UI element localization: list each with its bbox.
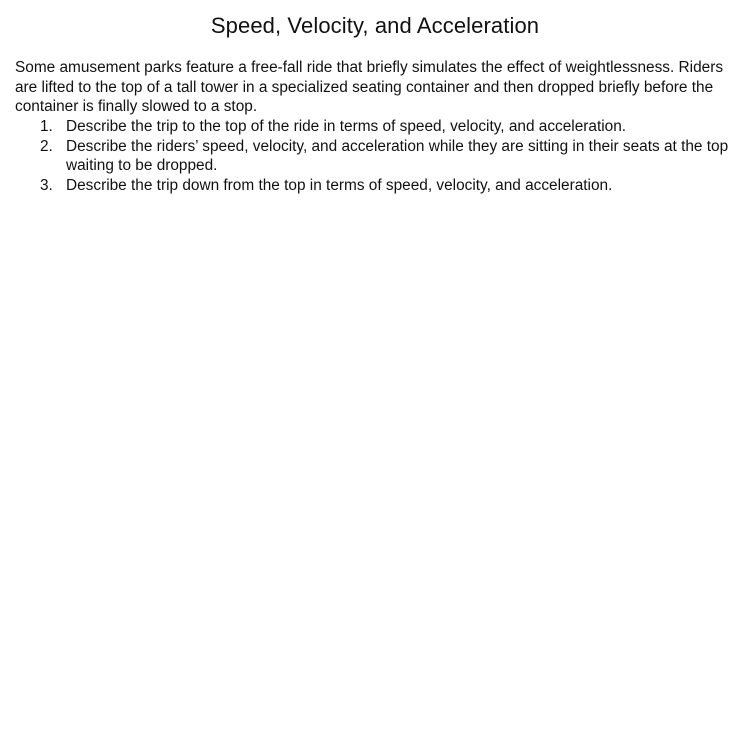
question-number: 2. bbox=[40, 137, 53, 155]
question-list bbox=[15, 117, 731, 195]
list-item bbox=[15, 176, 731, 196]
question-text: Describe the trip to the top of the ride in terms of speed, velocity, and acceleration. bbox=[66, 118, 627, 135]
question-text: Describe the riders’ speed, velocity, and acceleration while they are sitting in their seats at the top waiting to be dropped. bbox=[66, 137, 729, 174]
list-item bbox=[15, 117, 731, 137]
question-number: 1. bbox=[40, 118, 53, 135]
list-item bbox=[15, 137, 731, 176]
page-title: Speed, Velocity, and Acceleration bbox=[210, 13, 540, 38]
question-number: 3. bbox=[40, 176, 53, 194]
intro-paragraph: Some amusement parks feature a free-fall ride that briefly simulates the effect of weightlessness. Riders are lifted to the top of a tall tower in a specialized seating container and then dropped briefly before the container is finally slowed to a stop. bbox=[15, 59, 724, 115]
question-text: Describe the trip down from the top in terms of speed, velocity, and acceleration. bbox=[66, 176, 613, 194]
